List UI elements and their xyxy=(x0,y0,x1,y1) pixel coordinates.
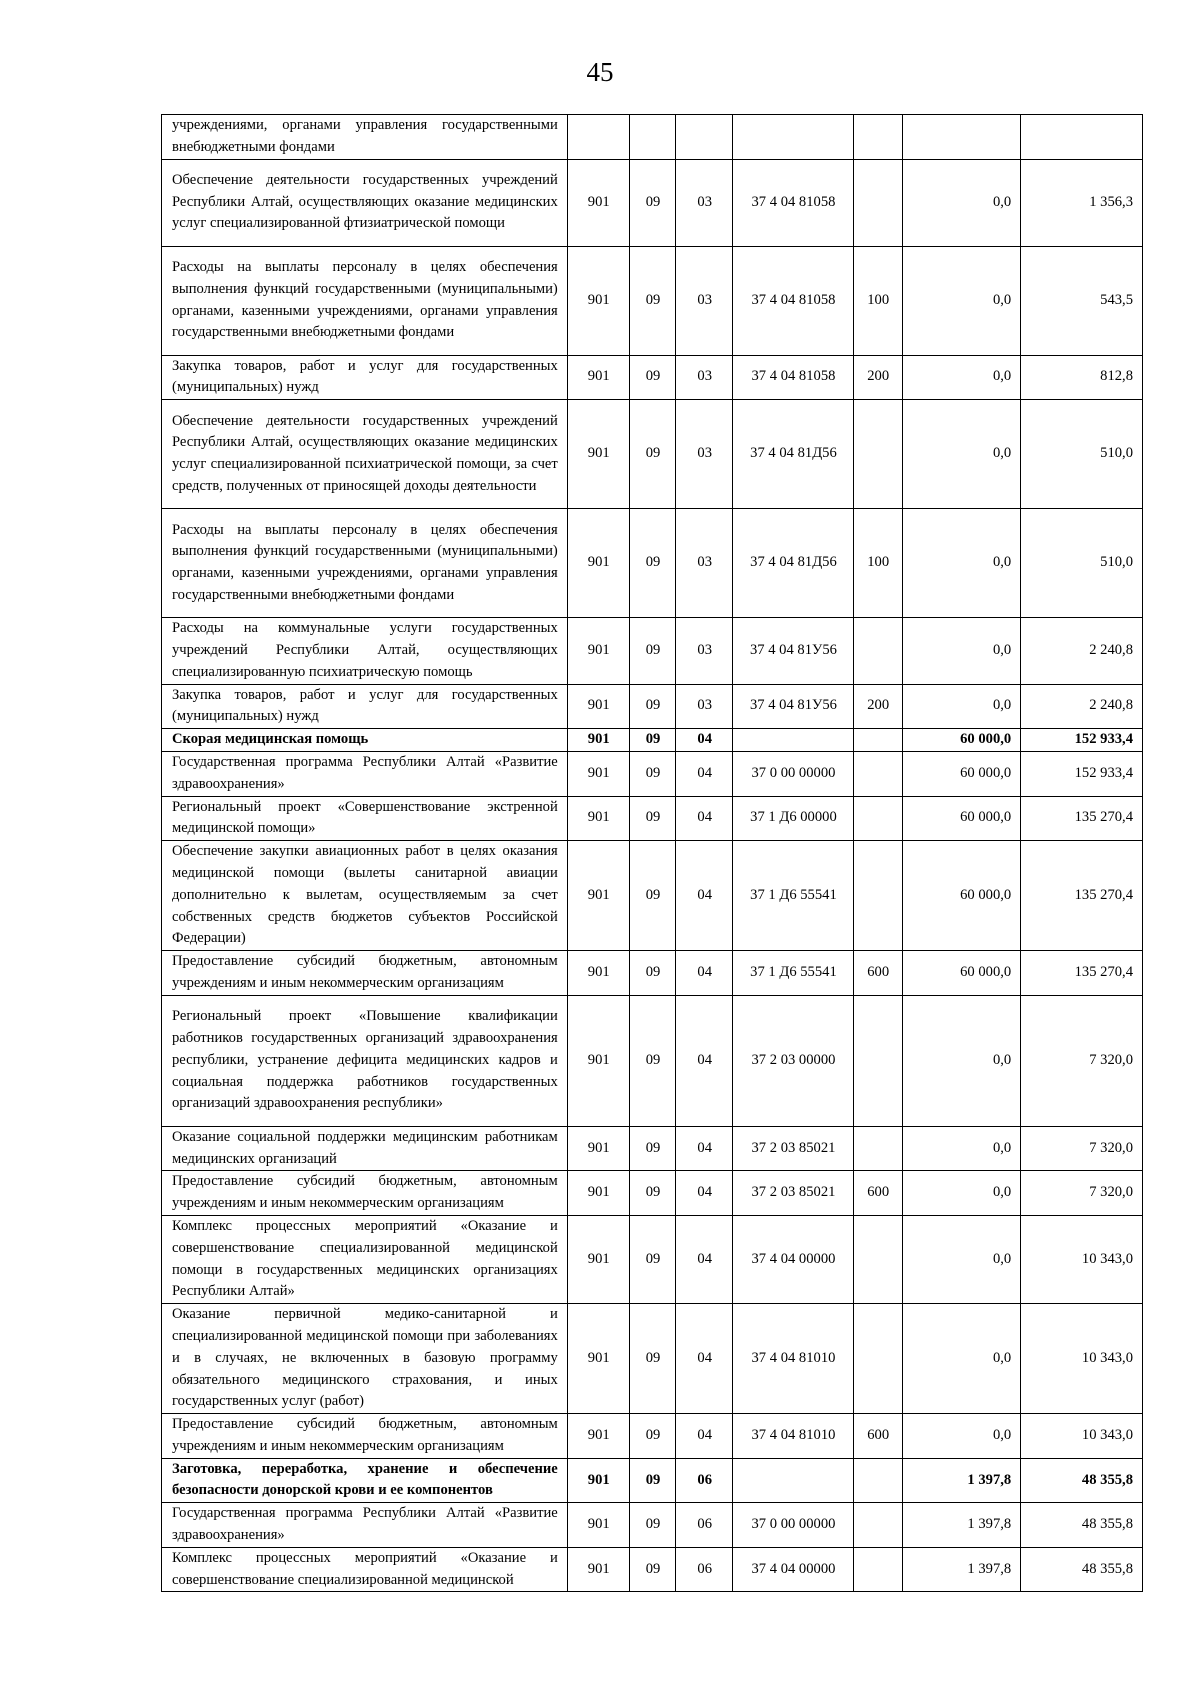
table-row xyxy=(162,796,1143,841)
cell-subsection-code: 04 xyxy=(676,841,733,951)
cell-name: Закупка товаров, работ и услуг для государственных (муниципальных) нужд xyxy=(162,684,568,729)
cell-amount-1: 0,0 xyxy=(902,684,1021,729)
cell-name: Обеспечение деятельности государственных учреждений Республики Алтай, осуществляющих оказание медицинских услуг специализированной психиатрической помощи, за счет средств, полученных от приносящей доходы деятельности xyxy=(162,400,568,509)
cell-target-article: 37 4 04 81Д56 xyxy=(733,509,854,618)
cell-expense-type xyxy=(853,115,902,160)
cell-expense-type xyxy=(853,618,902,684)
table-row xyxy=(162,509,1143,618)
cell-amount-2: 135 270,4 xyxy=(1021,951,1143,996)
cell-section-code: 09 xyxy=(629,1215,676,1303)
cell-subsection-code: 03 xyxy=(676,159,733,246)
cell-target-article: 37 1 Д6 00000 xyxy=(733,796,854,841)
cell-amount-2: 812,8 xyxy=(1021,355,1143,400)
cell-name: Государственная программа Республики Алтай «Развитие здравоохранения» xyxy=(162,751,568,796)
cell-grbs-code: 901 xyxy=(567,1547,629,1592)
cell-subsection-code: 04 xyxy=(676,995,733,1126)
cell-grbs-code: 901 xyxy=(567,618,629,684)
cell-expense-type: 200 xyxy=(853,355,902,400)
cell-expense-type: 600 xyxy=(853,1171,902,1216)
cell-grbs-code: 901 xyxy=(567,684,629,729)
table-row xyxy=(162,684,1143,729)
cell-name: учреждениями, органами управления государственными внебюджетными фондами xyxy=(162,115,568,160)
cell-grbs-code: 901 xyxy=(567,1215,629,1303)
cell-amount-2: 10 343,0 xyxy=(1021,1414,1143,1459)
cell-name: Предоставление субсидий бюджетным, автономным учреждениям и иным некоммерческим организациям xyxy=(162,951,568,996)
cell-name: Предоставление субсидий бюджетным, автономным учреждениям и иным некоммерческим организациям xyxy=(162,1414,568,1459)
cell-grbs-code: 901 xyxy=(567,729,629,752)
cell-expense-type xyxy=(853,159,902,246)
table-row xyxy=(162,1126,1143,1171)
cell-expense-type: 100 xyxy=(853,246,902,355)
cell-section-code: 09 xyxy=(629,159,676,246)
cell-section-code: 09 xyxy=(629,400,676,509)
cell-amount-1: 1 397,8 xyxy=(902,1547,1021,1592)
table-row xyxy=(162,355,1143,400)
cell-target-article: 37 4 04 81010 xyxy=(733,1414,854,1459)
cell-expense-type xyxy=(853,1458,902,1503)
cell-amount-1: 60 000,0 xyxy=(902,951,1021,996)
cell-amount-1: 0,0 xyxy=(902,1304,1021,1414)
cell-target-article: 37 1 Д6 55541 xyxy=(733,951,854,996)
cell-amount-1: 0,0 xyxy=(902,355,1021,400)
cell-section-code: 09 xyxy=(629,1171,676,1216)
cell-amount-1: 0,0 xyxy=(902,400,1021,509)
cell-subsection-code: 04 xyxy=(676,1215,733,1303)
cell-expense-type: 200 xyxy=(853,684,902,729)
cell-section-code: 09 xyxy=(629,1126,676,1171)
cell-subsection-code xyxy=(676,115,733,160)
cell-section-code: 09 xyxy=(629,1547,676,1592)
cell-name: Закупка товаров, работ и услуг для государственных (муниципальных) нужд xyxy=(162,355,568,400)
cell-subsection-code: 04 xyxy=(676,1126,733,1171)
cell-target-article: 37 4 04 81Д56 xyxy=(733,400,854,509)
cell-target-article: 37 4 04 00000 xyxy=(733,1547,854,1592)
cell-expense-type xyxy=(853,729,902,752)
cell-amount-2: 7 320,0 xyxy=(1021,995,1143,1126)
cell-section-code: 09 xyxy=(629,841,676,951)
cell-subsection-code: 06 xyxy=(676,1503,733,1548)
cell-grbs-code: 901 xyxy=(567,1126,629,1171)
budget-table xyxy=(161,114,1143,1592)
cell-name: Расходы на коммунальные услуги государственных учреждений Республики Алтай, осуществляющих специализированную психиатрическую помощь xyxy=(162,618,568,684)
cell-target-article: 37 2 03 00000 xyxy=(733,995,854,1126)
cell-section-code: 09 xyxy=(629,618,676,684)
cell-name: Расходы на выплаты персоналу в целях обеспечения выполнения функций государственными (муниципальными) органами, казенными учреждениями, органами управления государственными внебюджетными фондами xyxy=(162,509,568,618)
cell-amount-1: 1 397,8 xyxy=(902,1458,1021,1503)
cell-grbs-code: 901 xyxy=(567,1171,629,1216)
table-row xyxy=(162,1304,1143,1414)
cell-target-article: 37 1 Д6 55541 xyxy=(733,841,854,951)
cell-grbs-code: 901 xyxy=(567,1304,629,1414)
cell-amount-1: 0,0 xyxy=(902,246,1021,355)
cell-name: Обеспечение закупки авиационных работ в целях оказания медицинской помощи (вылеты санитарной авиации дополнительно к вылетам, осуществляемым за счет собственных средств бюджетов субъектов Российской Федерации) xyxy=(162,841,568,951)
cell-grbs-code: 901 xyxy=(567,796,629,841)
cell-target-article xyxy=(733,729,854,752)
cell-subsection-code: 04 xyxy=(676,751,733,796)
cell-amount-2: 48 355,8 xyxy=(1021,1547,1143,1592)
table-row xyxy=(162,246,1143,355)
cell-name: Комплекс процессных мероприятий «Оказание и совершенствование специализированной медицинской xyxy=(162,1547,568,1592)
cell-target-article: 37 2 03 85021 xyxy=(733,1126,854,1171)
cell-amount-1 xyxy=(902,115,1021,160)
cell-amount-2: 48 355,8 xyxy=(1021,1503,1143,1548)
cell-amount-1: 0,0 xyxy=(902,509,1021,618)
cell-section-code xyxy=(629,115,676,160)
cell-expense-type xyxy=(853,1547,902,1592)
cell-grbs-code: 901 xyxy=(567,995,629,1126)
cell-name: Скорая медицинская помощь xyxy=(162,729,568,752)
table-row xyxy=(162,1458,1143,1503)
cell-amount-1: 60 000,0 xyxy=(902,751,1021,796)
cell-amount-1: 1 397,8 xyxy=(902,1503,1021,1548)
cell-amount-2 xyxy=(1021,115,1143,160)
cell-expense-type xyxy=(853,841,902,951)
cell-section-code: 09 xyxy=(629,1304,676,1414)
cell-target-article xyxy=(733,1458,854,1503)
cell-subsection-code: 04 xyxy=(676,1414,733,1459)
cell-name: Предоставление субсидий бюджетным, автономным учреждениям и иным некоммерческим организациям xyxy=(162,1171,568,1216)
cell-name: Расходы на выплаты персоналу в целях обеспечения выполнения функций государственными (муниципальными) органами, казенными учреждениями, органами управления государственными внебюджетными фондами xyxy=(162,246,568,355)
table-row xyxy=(162,400,1143,509)
cell-target-article: 37 4 04 00000 xyxy=(733,1215,854,1303)
cell-name: Обеспечение деятельности государственных учреждений Республики Алтай, осуществляющих оказание медицинских услуг специализированной фтизиатрической помощи xyxy=(162,159,568,246)
cell-expense-type xyxy=(853,796,902,841)
cell-subsection-code: 04 xyxy=(676,951,733,996)
table-body xyxy=(162,115,1143,1592)
cell-target-article xyxy=(733,115,854,160)
cell-expense-type xyxy=(853,751,902,796)
cell-amount-2: 7 320,0 xyxy=(1021,1171,1143,1216)
cell-expense-type: 100 xyxy=(853,509,902,618)
cell-grbs-code: 901 xyxy=(567,400,629,509)
cell-target-article: 37 2 03 85021 xyxy=(733,1171,854,1216)
cell-subsection-code: 03 xyxy=(676,509,733,618)
cell-target-article: 37 4 04 81058 xyxy=(733,355,854,400)
cell-subsection-code: 06 xyxy=(676,1547,733,1592)
cell-expense-type: 600 xyxy=(853,1414,902,1459)
cell-subsection-code: 04 xyxy=(676,729,733,752)
cell-amount-1: 0,0 xyxy=(902,995,1021,1126)
cell-amount-1: 60 000,0 xyxy=(902,796,1021,841)
cell-section-code: 09 xyxy=(629,751,676,796)
cell-grbs-code xyxy=(567,115,629,160)
cell-amount-1: 0,0 xyxy=(902,1414,1021,1459)
cell-expense-type xyxy=(853,1304,902,1414)
cell-subsection-code: 03 xyxy=(676,355,733,400)
cell-amount-2: 510,0 xyxy=(1021,400,1143,509)
cell-section-code: 09 xyxy=(629,1414,676,1459)
cell-expense-type: 600 xyxy=(853,951,902,996)
cell-name: Государственная программа Республики Алтай «Развитие здравоохранения» xyxy=(162,1503,568,1548)
cell-amount-2: 135 270,4 xyxy=(1021,841,1143,951)
cell-amount-2: 2 240,8 xyxy=(1021,684,1143,729)
table-row xyxy=(162,1171,1143,1216)
page-number: 45 xyxy=(586,57,614,87)
cell-amount-1: 0,0 xyxy=(902,159,1021,246)
table-row xyxy=(162,995,1143,1126)
table-row xyxy=(162,1215,1143,1303)
cell-amount-2: 152 933,4 xyxy=(1021,729,1143,752)
cell-name: Заготовка, переработка, хранение и обеспечение безопасности донорской крови и ее компонентов xyxy=(162,1458,568,1503)
cell-section-code: 09 xyxy=(629,684,676,729)
cell-name: Оказание первичной медико-санитарной и специализированной медицинской помощи при заболеваниях и в случаях, не включенных в базовую программу обязательного медицинского страхования, и иных государственных услуг (работ) xyxy=(162,1304,568,1414)
table-row xyxy=(162,618,1143,684)
cell-amount-2: 10 343,0 xyxy=(1021,1304,1143,1414)
cell-target-article: 37 4 04 81058 xyxy=(733,246,854,355)
cell-target-article: 37 4 04 81У56 xyxy=(733,618,854,684)
cell-grbs-code: 901 xyxy=(567,355,629,400)
cell-target-article: 37 0 00 00000 xyxy=(733,1503,854,1548)
cell-grbs-code: 901 xyxy=(567,509,629,618)
cell-section-code: 09 xyxy=(629,995,676,1126)
cell-subsection-code: 06 xyxy=(676,1458,733,1503)
cell-subsection-code: 03 xyxy=(676,618,733,684)
cell-amount-1: 0,0 xyxy=(902,1126,1021,1171)
cell-name: Региональный проект «Повышение квалификации работников государственных организаций здравоохранения республики, устранение дефицита медицинских кадров и социальная поддержка работников государственных организаций здравоохранения республики» xyxy=(162,995,568,1126)
cell-section-code: 09 xyxy=(629,729,676,752)
cell-section-code: 09 xyxy=(629,1458,676,1503)
cell-section-code: 09 xyxy=(629,796,676,841)
cell-grbs-code: 901 xyxy=(567,246,629,355)
table-row xyxy=(162,751,1143,796)
cell-amount-2: 152 933,4 xyxy=(1021,751,1143,796)
cell-expense-type xyxy=(853,1215,902,1303)
cell-expense-type xyxy=(853,1503,902,1548)
cell-subsection-code: 03 xyxy=(676,684,733,729)
cell-grbs-code: 901 xyxy=(567,951,629,996)
cell-section-code: 09 xyxy=(629,951,676,996)
cell-subsection-code: 04 xyxy=(676,1171,733,1216)
cell-grbs-code: 901 xyxy=(567,1414,629,1459)
cell-amount-2: 48 355,8 xyxy=(1021,1458,1143,1503)
table-row xyxy=(162,115,1143,160)
cell-amount-1: 0,0 xyxy=(902,1171,1021,1216)
cell-grbs-code: 901 xyxy=(567,1503,629,1548)
cell-grbs-code: 901 xyxy=(567,841,629,951)
cell-amount-2: 10 343,0 xyxy=(1021,1215,1143,1303)
cell-amount-2: 543,5 xyxy=(1021,246,1143,355)
table-row xyxy=(162,841,1143,951)
cell-target-article: 37 4 04 81010 xyxy=(733,1304,854,1414)
cell-subsection-code: 03 xyxy=(676,400,733,509)
cell-subsection-code: 03 xyxy=(676,246,733,355)
cell-expense-type xyxy=(853,400,902,509)
table-row xyxy=(162,1414,1143,1459)
cell-amount-2: 510,0 xyxy=(1021,509,1143,618)
cell-grbs-code: 901 xyxy=(567,751,629,796)
cell-amount-2: 2 240,8 xyxy=(1021,618,1143,684)
cell-amount-1: 0,0 xyxy=(902,1215,1021,1303)
cell-expense-type xyxy=(853,995,902,1126)
cell-amount-2: 7 320,0 xyxy=(1021,1126,1143,1171)
cell-section-code: 09 xyxy=(629,509,676,618)
cell-name: Региональный проект «Совершенствование экстренной медицинской помощи» xyxy=(162,796,568,841)
cell-name: Комплекс процессных мероприятий «Оказание и совершенствование специализированной медицинской помощи в государственных медицинских организациях Республики Алтай» xyxy=(162,1215,568,1303)
table-row xyxy=(162,951,1143,996)
cell-amount-2: 135 270,4 xyxy=(1021,796,1143,841)
cell-target-article: 37 4 04 81058 xyxy=(733,159,854,246)
cell-grbs-code: 901 xyxy=(567,159,629,246)
cell-amount-1: 0,0 xyxy=(902,618,1021,684)
cell-target-article: 37 0 00 00000 xyxy=(733,751,854,796)
cell-expense-type xyxy=(853,1126,902,1171)
table-row xyxy=(162,1547,1143,1592)
cell-name: Оказание социальной поддержки медицинским работникам медицинских организаций xyxy=(162,1126,568,1171)
cell-target-article: 37 4 04 81У56 xyxy=(733,684,854,729)
cell-subsection-code: 04 xyxy=(676,796,733,841)
cell-section-code: 09 xyxy=(629,355,676,400)
cell-section-code: 09 xyxy=(629,1503,676,1548)
cell-amount-1: 60 000,0 xyxy=(902,729,1021,752)
cell-subsection-code: 04 xyxy=(676,1304,733,1414)
cell-grbs-code: 901 xyxy=(567,1458,629,1503)
cell-amount-2: 1 356,3 xyxy=(1021,159,1143,246)
cell-amount-1: 60 000,0 xyxy=(902,841,1021,951)
cell-section-code: 09 xyxy=(629,246,676,355)
table-row xyxy=(162,159,1143,246)
table-row xyxy=(162,1503,1143,1548)
table-row xyxy=(162,729,1143,752)
